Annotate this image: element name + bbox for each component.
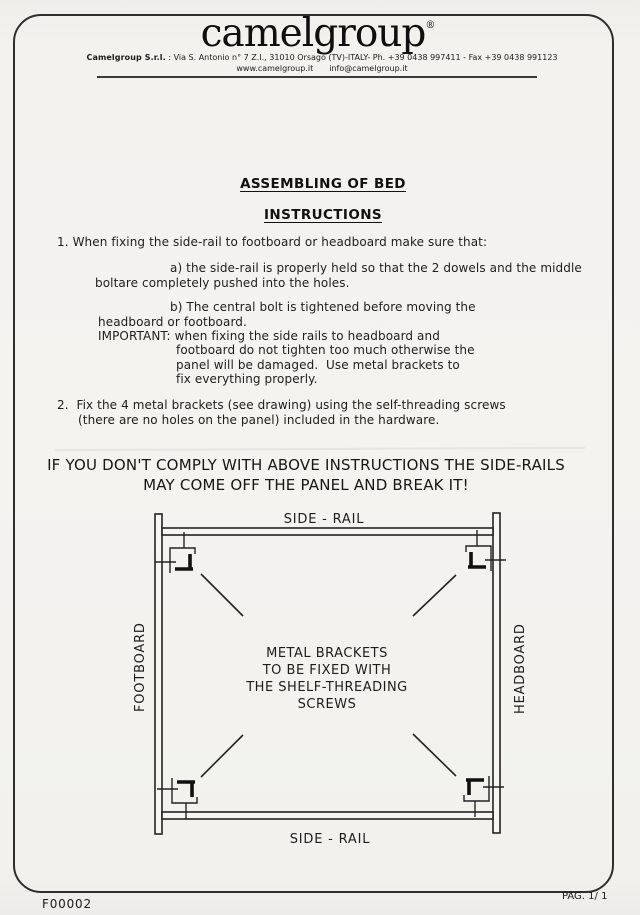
warning-line-1: IF YOU DON'T COMPLY WITH ABOVE INSTRUCTIONS THE SIDE-RAILS [47, 456, 565, 474]
company-website: www.camelgroup.it [236, 64, 314, 73]
instruction-line: footboard do not tighten too much otherwise the [176, 343, 475, 357]
center-caption-line: SCREWS [297, 697, 357, 712]
instruction-line: boltare completely pushed into the holes. [95, 276, 350, 290]
center-caption-line: THE SHELF-THREADING [246, 680, 408, 695]
center-caption-line: METAL BRACKETS [266, 646, 388, 661]
instruction-line: 2. Fix the 4 metal brackets (see drawing) using the self-threading screws [57, 398, 506, 412]
company-email: info@camelgroup.it [329, 64, 408, 73]
headboard-bar [493, 513, 500, 833]
company-name: Camelgroup S.r.l. [86, 53, 166, 62]
side-rail-label-bottom: SIDE - RAIL [289, 832, 371, 847]
pointer-line-bottom-right [413, 734, 456, 776]
headboard-label: HEADBOARD [513, 623, 528, 714]
document-subtitle: INSTRUCTIONS [263, 207, 383, 223]
footboard-label: FOOTBOARD [133, 622, 148, 712]
instruction-line: headboard or footboard. [98, 315, 247, 329]
page-number: PAG. 1/ 1 [562, 891, 608, 902]
instruction-line: (there are no holes on the panel) included in the hardware. [78, 413, 440, 427]
side-rail-label-top: SIDE - RAIL [283, 512, 365, 527]
pointer-line-bottom-left [201, 735, 243, 777]
instruction-line: a) the side-rail is properly held so that the 2 dowels and the middle [170, 261, 582, 275]
registered-trademark-icon: ® [425, 20, 436, 31]
pointer-line-top-left [201, 574, 243, 616]
instruction-line: panel will be damaged. Use metal brackets to [176, 358, 460, 372]
company-logo-text: camelgroup [200, 11, 426, 56]
document-title: ASSEMBLING OF BED [240, 176, 406, 192]
instruction-line: IMPORTANT: when fixing the side rails to headboard and [98, 329, 440, 343]
side-rail-bottom-bar [162, 812, 493, 819]
instruction-line: b) The central bolt is tightened before moving the [170, 300, 476, 314]
instruction-line: 1. When fixing the side-rail to footboard or headboard make sure that: [57, 235, 488, 249]
center-caption-line: TO BE FIXED WITH [262, 663, 392, 678]
instruction-line: fix everything properly. [176, 372, 318, 386]
warning-line-2: MAY COME OFF THE PANEL AND BREAK IT! [143, 475, 469, 494]
side-rail-top-bar [162, 528, 493, 535]
pointer-line-top-right [413, 575, 456, 616]
form-code: F00002 [42, 897, 92, 911]
company-address: : Via S. Antonio n° 7 Z.I., 31010 Orsago (TV)-ITALY- Ph. +39 0438 997411 - Fax +39 0438 991123 [165, 53, 558, 62]
